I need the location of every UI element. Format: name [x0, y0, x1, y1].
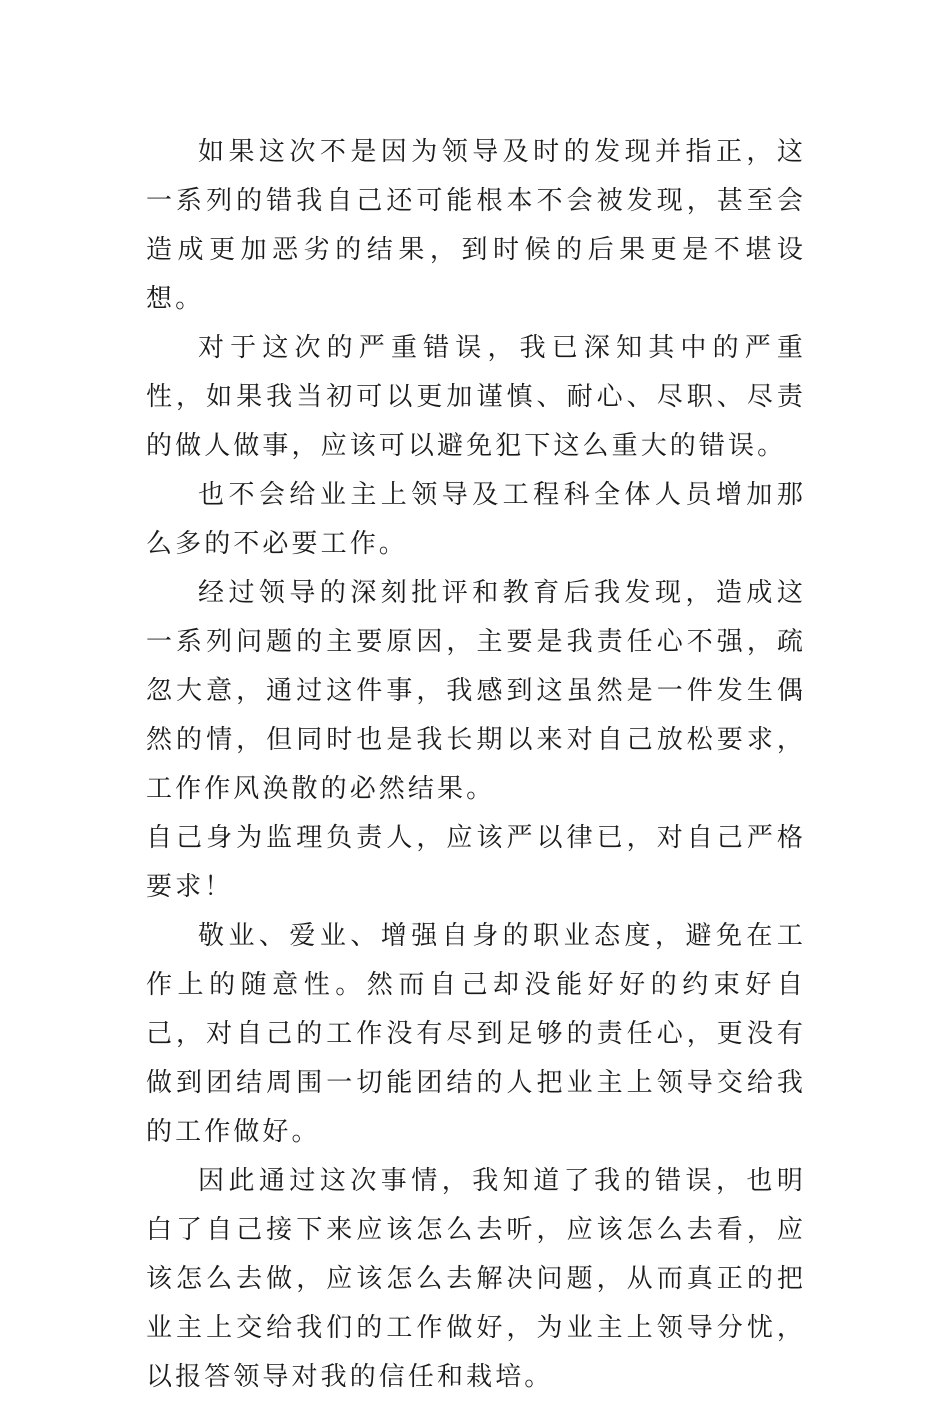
- paragraph-4: 经过领导的深刻批评和教育后我发现，造成这一系列问题的主要原因，主要是我责任心不强，疏忽大意，通过这件事，我感到这虽然是一件发生偶然的情，但同时也是我长期以来对自己放松要求，工作作风涣散的必然结果。: [146, 578, 806, 804]
- document-body: [146, 128, 806, 1402]
- paragraph-7: 因此通过这次事情，我知道了我的错误，也明白了自己接下来应该怎么去听，应该怎么去看，应该怎么去做，应该怎么去解决问题，从而真正的把业主上交给我们的工作做好，为业主上领导分忧，以报答领导对我的信任和栽培。: [146, 1166, 806, 1392]
- paragraph-2: 对于这次的严重错误，我已深知其中的严重性，如果我当初可以更加谨慎、耐心、尽职、尽责的做人做事，应该可以避免犯下这么重大的错误。: [146, 333, 806, 461]
- paragraph-3: 也不会给业主上领导及工程科全体人员增加那么多的不必要工作。: [146, 480, 806, 559]
- paragraph-5: 自己身为监理负责人，应该严以律已，对自己严格要求！: [146, 823, 806, 902]
- paragraph-1: 如果这次不是因为领导及时的发现并指正，这一系列的错我自己还可能根本不会被发现，甚至会造成更加恶劣的结果，到时候的后果更是不堪设想。: [146, 137, 806, 314]
- paragraph-6: 敬业、爱业、增强自身的职业态度，避免在工作上的随意性。然而自己却没能好好的约束好自己，对自己的工作没有尽到足够的责任心，更没有做到团结周围一切能团结的人把业主上领导交给我的工作做好。: [146, 921, 806, 1147]
